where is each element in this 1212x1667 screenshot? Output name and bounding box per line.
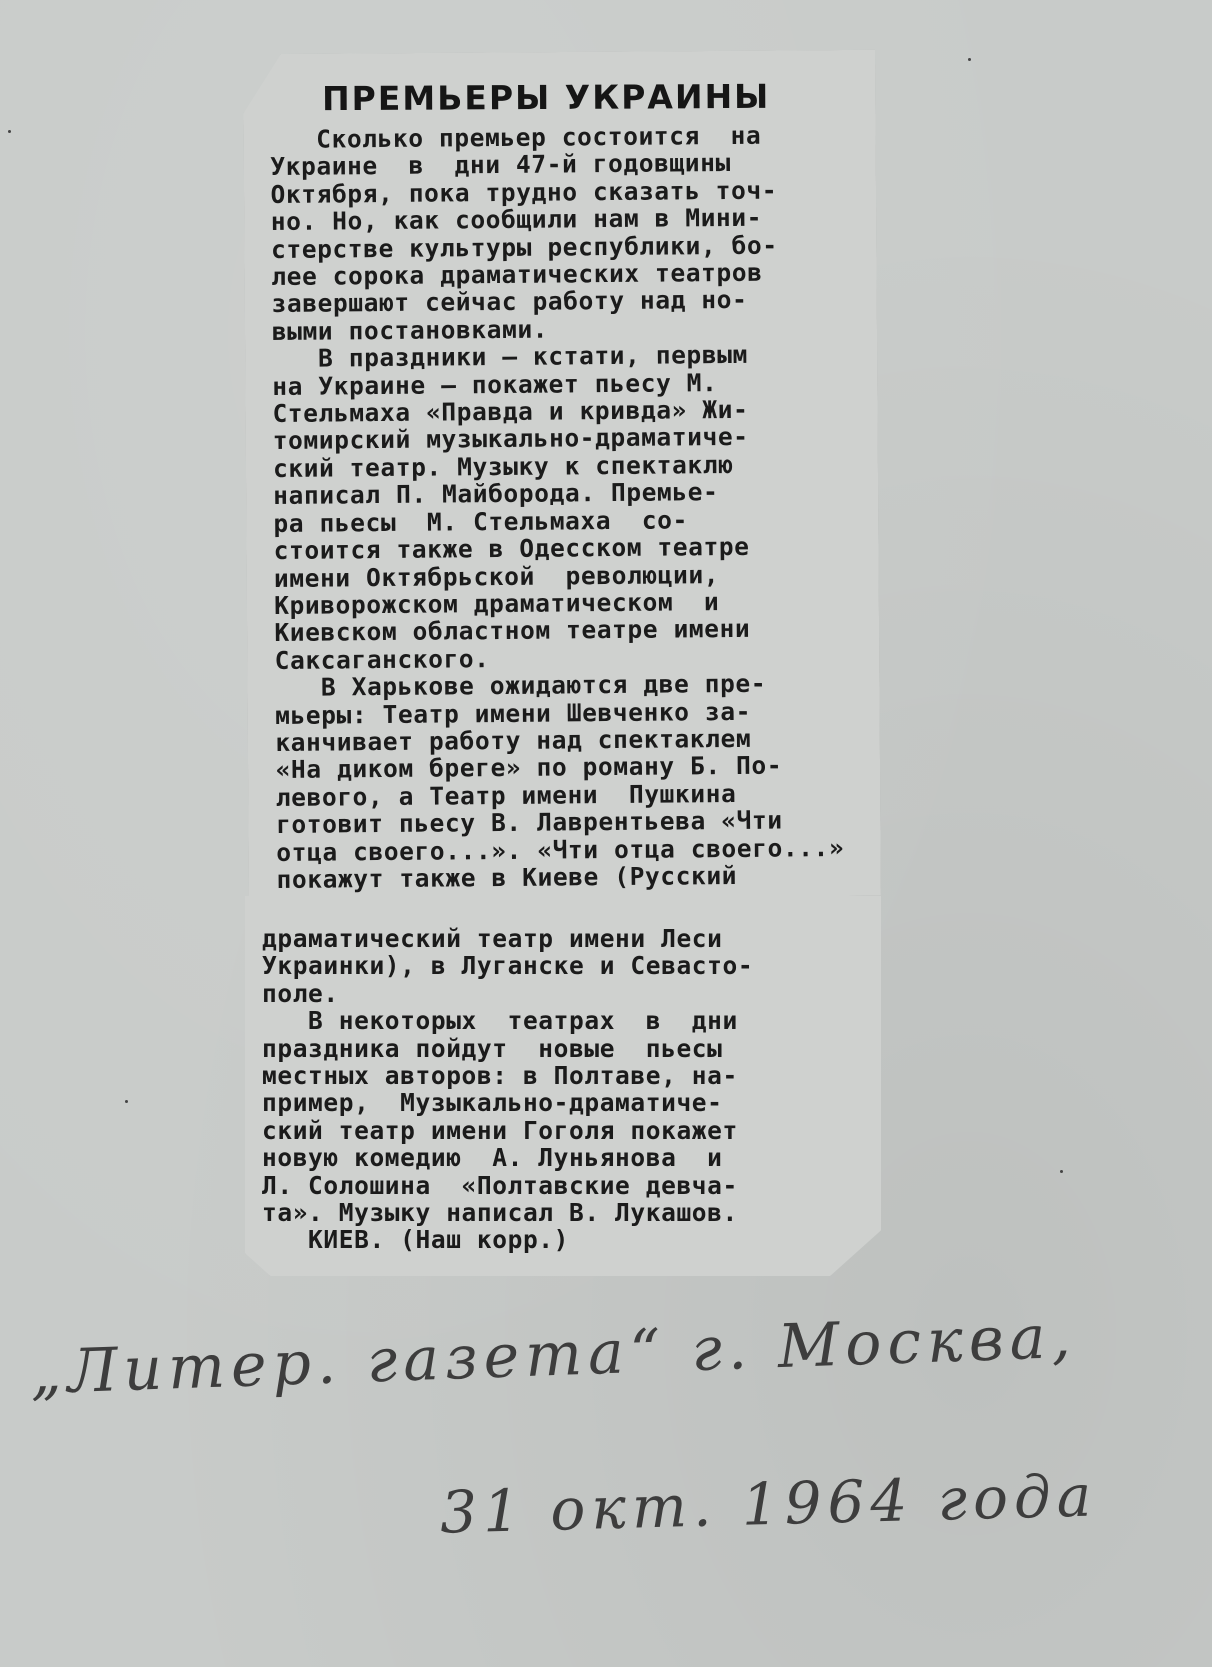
article-line: поле. bbox=[262, 978, 339, 1008]
article-line: покажут также в Киеве (Русский bbox=[276, 860, 738, 894]
article-line: завершают сейчас работу над но- bbox=[271, 285, 748, 319]
article-line: ский театр имени Гоголя покажет bbox=[262, 1115, 738, 1145]
article-line: праздника пойдут новые пьесы bbox=[262, 1033, 723, 1063]
handwritten-source-note: „Литер. газета“ г. Москва, bbox=[29, 1301, 1078, 1409]
article-line: написал П. Майборода. Премье- bbox=[273, 477, 719, 511]
paper-speck bbox=[8, 130, 11, 133]
article-line: «На диком бреге» по роману Б. По- bbox=[275, 750, 783, 785]
article-line: выми постановками. bbox=[271, 314, 549, 346]
paper-speck bbox=[968, 58, 971, 61]
article-line: Украинки), в Луганске и Севасто- bbox=[262, 951, 754, 981]
article-line: отца своего...». «Чти отца своего...» bbox=[276, 832, 845, 867]
article-line: мьеры: Театр имени Шевченко за- bbox=[275, 696, 752, 730]
article-line: пример, Музыкально-драматиче- bbox=[262, 1088, 723, 1118]
article-line: лее сорока драматических театров bbox=[271, 257, 763, 292]
article-line: левого, а Театр имени Пушкина bbox=[275, 778, 737, 812]
article-line: на Украине — покажет пьесу М. bbox=[272, 367, 718, 401]
article-line: Л. Солошина «Полтавские девча- bbox=[262, 1170, 738, 1200]
article-column-lower bbox=[262, 925, 753, 1254]
article-line: но. Но, как сообщили нам в Мини- bbox=[270, 202, 763, 237]
article-line: В праздники — кстати, первым bbox=[271, 340, 748, 374]
article-line: Октября, пока трудно сказать точ- bbox=[270, 175, 778, 209]
handwritten-date-note: 31 окт. 1964 года bbox=[439, 1461, 1099, 1547]
article-line: В некоторых театрах в дни bbox=[262, 1006, 738, 1036]
paper-speck bbox=[1060, 1170, 1063, 1173]
article-column-upper bbox=[270, 121, 845, 893]
article-line: имени Октябрьской революции, bbox=[273, 559, 720, 593]
article-line: канчивает работу над спектаклем bbox=[275, 723, 752, 757]
article-line: Криворожском драматическом и bbox=[274, 587, 720, 620]
article-line: стоится также в Одесском театре bbox=[273, 531, 750, 566]
article-line: Саксаганского. bbox=[274, 643, 490, 675]
article-line: томирский музыкально-драматиче- bbox=[272, 422, 749, 456]
article-line: новую комедию А. Луньянова и bbox=[262, 1143, 723, 1173]
article-line: драматический театр имени Леси bbox=[262, 924, 723, 953]
article-line: Стельмаха «Правда и кривда» Жи- bbox=[272, 394, 749, 429]
article-line: готовит пьесу В. Лаврентьева «Чти bbox=[275, 805, 783, 840]
article-line: местных авторов: в Полтаве, на- bbox=[262, 1061, 738, 1091]
article-line: стерстве культуры республики, бо- bbox=[270, 230, 778, 264]
article-headline: ПРЕМЬЕРЫ УКРАИНЫ bbox=[321, 76, 771, 119]
article-line: КИЕВ. (Наш корр.) bbox=[262, 1225, 570, 1255]
article-line: ра пьесы М. Стельмаха со- bbox=[273, 505, 689, 538]
article-line: та». Музыку написал В. Лукашов. bbox=[262, 1198, 738, 1228]
article-line: Киевском областном театре имени bbox=[274, 614, 751, 648]
article-line: В Харькове ожидаются две пре- bbox=[274, 668, 767, 703]
article-line: ский театр. Музыку к спектаклю bbox=[272, 449, 734, 483]
article-line: Сколько премьер состоится на bbox=[269, 120, 762, 154]
article-line: Украине в дни 47-й годовщины bbox=[270, 148, 731, 182]
paper-speck bbox=[125, 1100, 128, 1103]
